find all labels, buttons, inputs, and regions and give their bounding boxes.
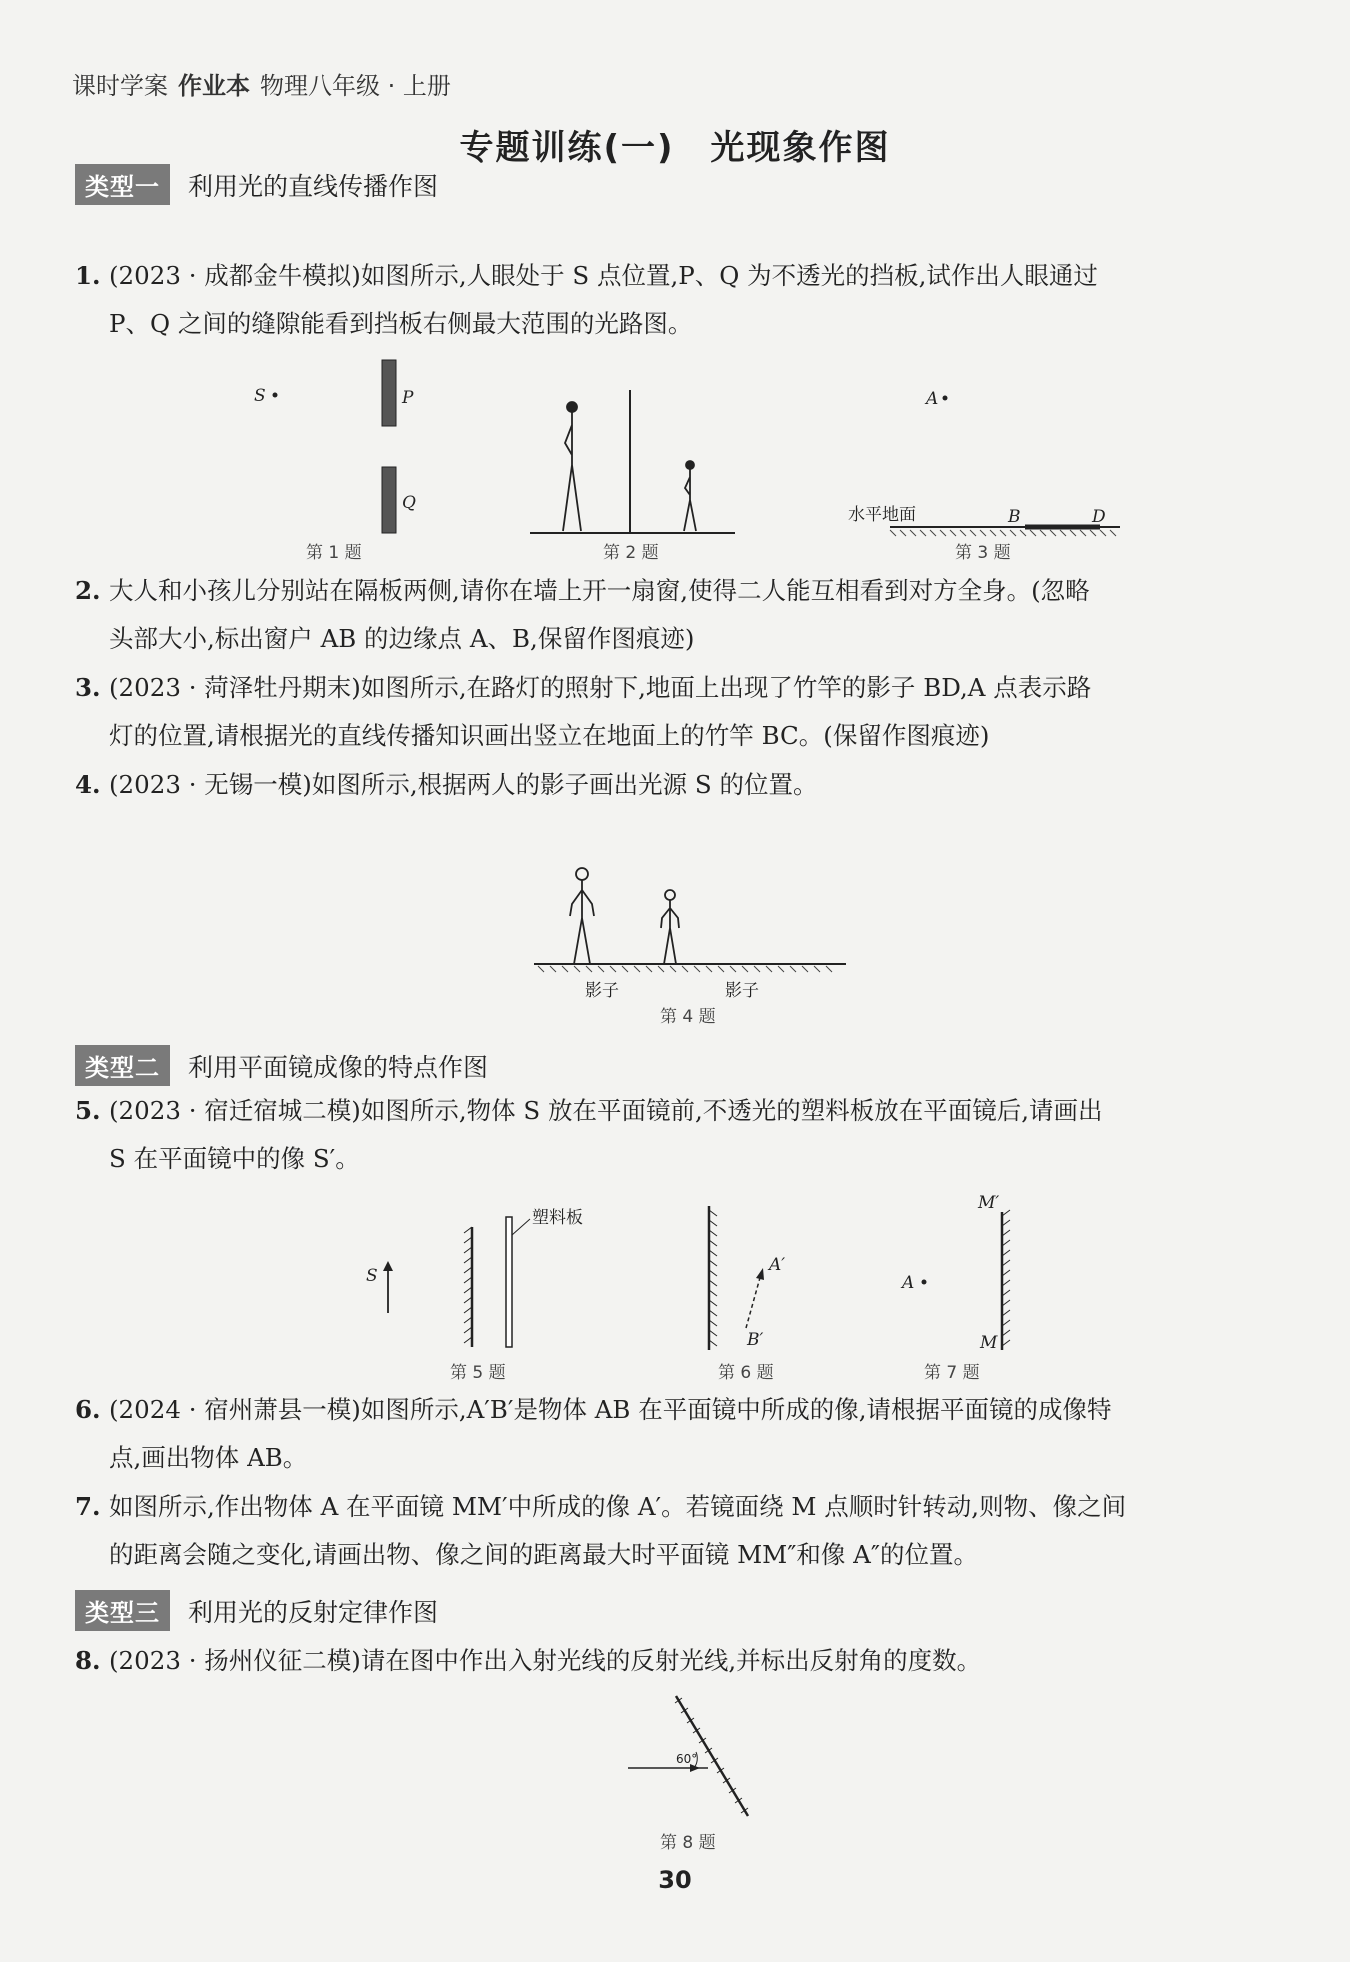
child-figure (684, 461, 696, 531)
point-s (273, 393, 278, 398)
question-text: (2023 · 扬州仪征二模)请在图中作出入射光线的反射光线,并标出反射角的度数。 (109, 1646, 982, 1675)
barrier-p (382, 360, 396, 426)
question-number: 7. (75, 1492, 101, 1521)
section-heading-2 (75, 1045, 488, 1086)
question-text: (2023 · 菏泽牡丹期末)如图所示,在路灯的照射下,地面上出现了竹竿的影子 BD,A 点表示路 (109, 673, 1092, 702)
figure-6 (695, 1200, 825, 1355)
image-arrow-a-b (746, 1268, 764, 1328)
caption-6: 第 6 题 (718, 1363, 774, 1383)
figure-8 (620, 1690, 760, 1825)
caption-4: 第 4 题 (660, 1007, 716, 1027)
label-s: S (254, 386, 266, 406)
question-6 (75, 1386, 1270, 1482)
label-q: Q (402, 493, 416, 513)
section-tag: 类型三 (75, 1590, 170, 1631)
question-number: 2. (75, 576, 101, 605)
question-number: 4. (75, 770, 101, 799)
figure-1 (240, 355, 440, 535)
question-number: 8. (75, 1646, 101, 1675)
question-number: 1. (75, 261, 101, 290)
plane-mirror-mm (1002, 1210, 1010, 1350)
label-m: M (980, 1333, 998, 1353)
question-2 (75, 567, 1270, 663)
figure-2 (525, 385, 745, 540)
label-b-prime: B′ (747, 1330, 764, 1350)
plane-mirror (709, 1206, 717, 1350)
person-short (661, 890, 679, 964)
label-p: P (402, 388, 414, 408)
question-8 (75, 1637, 1270, 1685)
page-number: 30 (658, 1866, 692, 1894)
question-5 (75, 1087, 1270, 1183)
label-ground: 水平地面 (848, 505, 916, 525)
question-text: (2024 · 宿州萧县一模)如图所示,A′B′是物体 AB 在平面镜中所成的像,请根据平面镜的成像特 (109, 1395, 1112, 1424)
section-heading-3 (75, 1590, 438, 1631)
caption-3: 第 3 题 (955, 543, 1011, 563)
label-angle: 60° (676, 1752, 698, 1766)
label-board: 塑料板 (532, 1208, 583, 1228)
question-text-cont: S 在平面镜中的像 S′。 (109, 1144, 360, 1173)
label-b: B (1008, 507, 1021, 527)
question-number: 5. (75, 1096, 101, 1125)
question-4 (75, 761, 1270, 809)
section-heading-1 (75, 164, 438, 205)
caption-5: 第 5 题 (450, 1363, 506, 1383)
ground-hatching (890, 530, 1116, 536)
section-tag: 类型二 (75, 1045, 170, 1086)
object-arrow-s (383, 1261, 393, 1313)
label-s: S (366, 1266, 378, 1286)
question-7 (75, 1483, 1270, 1579)
question-number: 3. (75, 673, 101, 702)
question-text: 大人和小孩儿分别站在隔板两侧,请你在墙上开一扇窗,使得二人能互相看到对方全身。(忽略 (109, 576, 1090, 605)
section-label: 利用光的反射定律作图 (188, 1597, 439, 1627)
ground-hatching (538, 966, 832, 972)
barrier-q (382, 467, 396, 533)
caption-2: 第 2 题 (603, 543, 659, 563)
label-a-prime: A′ (769, 1255, 786, 1275)
subject-name: 物理八年级 · 上册 (260, 72, 451, 100)
series-name: 课时学案 (72, 72, 168, 100)
label-shadow-1: 影子 (585, 981, 619, 1001)
point-a (943, 396, 948, 401)
page-title: 专题训练(一) 光现象作图 (459, 128, 891, 168)
label-a: A (926, 389, 939, 409)
label-d: D (1092, 507, 1106, 527)
question-text: (2023 · 成都金牛模拟)如图所示,人眼处于 S 点位置,P、Q 为不透光的挡板,试作出人眼通过 (109, 261, 1098, 290)
caption-7: 第 7 题 (924, 1363, 980, 1383)
page-header (72, 66, 451, 106)
question-text-cont: 灯的位置,请根据光的直线传播知识画出竖立在地面上的竹竿 BC。(保留作图痕迹) (109, 721, 990, 750)
question-text-cont: 头部大小,标出窗户 AB 的边缘点 A、B,保留作图痕迹) (109, 624, 695, 653)
board-leader-line (512, 1219, 530, 1235)
figure-4 (530, 860, 850, 1010)
question-text: (2023 · 无锡一模)如图所示,根据两人的影子画出光源 S 的位置。 (109, 770, 818, 799)
figure-5 (360, 1205, 620, 1355)
adult-figure (563, 402, 581, 531)
label-shadow-2: 影子 (725, 981, 759, 1001)
question-1 (75, 252, 1270, 348)
section-label: 利用平面镜成像的特点作图 (188, 1052, 489, 1082)
figure-3 (840, 380, 1140, 540)
question-3 (75, 664, 1270, 760)
question-number: 6. (75, 1395, 101, 1424)
plastic-board (506, 1217, 512, 1347)
caption-8: 第 8 题 (660, 1833, 716, 1853)
question-text: 如图所示,作出物体 A 在平面镜 MM′中所成的像 A′。若镜面绕 M 点顺时针转动,则物、像之间 (109, 1492, 1127, 1521)
question-text: (2023 · 宿迁宿城二模)如图所示,物体 S 放在平面镜前,不透光的塑料板放在平面镜后,请画出 (109, 1096, 1103, 1125)
book-name: 作业本 (178, 72, 250, 100)
question-text-cont: 点,画出物体 AB。 (109, 1443, 308, 1472)
section-label: 利用光的直线传播作图 (188, 171, 439, 201)
section-tag: 类型一 (75, 164, 170, 205)
question-text-cont: 的距离会随之变化,请画出物、像之间的距离最大时平面镜 MM″和像 A″的位置。 (109, 1540, 979, 1569)
caption-1: 第 1 题 (306, 543, 362, 563)
point-a (922, 1280, 927, 1285)
person-tall (570, 868, 594, 964)
figure-7 (890, 1190, 1030, 1355)
question-text-cont: P、Q 之间的缝隙能看到挡板右侧最大范围的光路图。 (109, 309, 693, 338)
plane-mirror (464, 1227, 472, 1347)
label-m-prime: M′ (978, 1193, 1000, 1213)
label-a: A (902, 1273, 915, 1293)
